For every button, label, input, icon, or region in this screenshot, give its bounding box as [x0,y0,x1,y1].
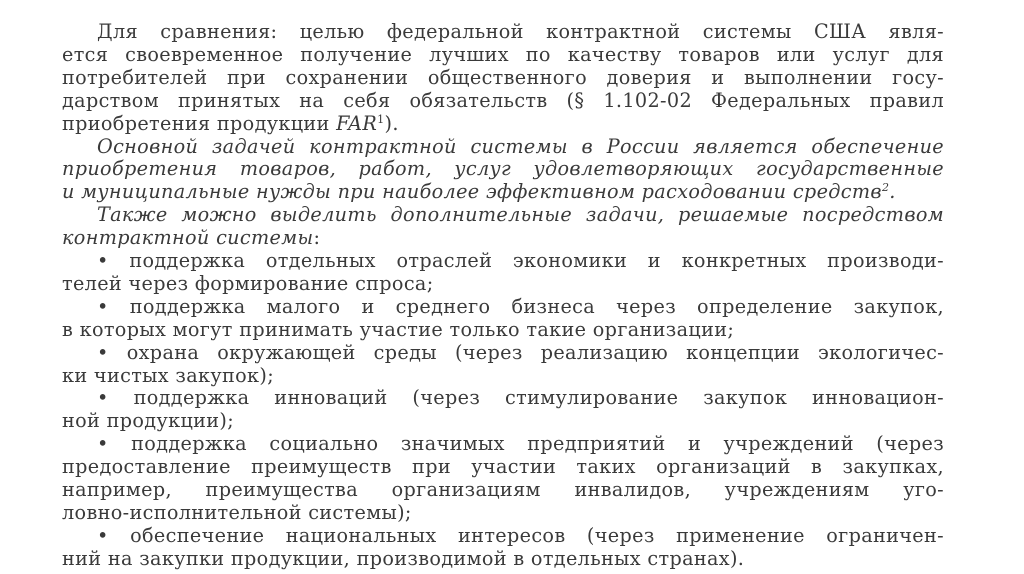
bullet-5-line-4: ловно-исполнительной системы); [62,500,412,524]
bullet-5-line-3: например, преимущества организациям инвалидов, учреждениям уго- [62,478,944,501]
paragraph-tasks-line-2-text: контрактной системы [62,226,314,250]
bullet-3-line-2: ки чистых закупок); [62,363,275,387]
bullet-4-text: поддержка инноваций (через стимулирование закупок инновацион- [133,386,945,410]
paragraph-tasks-line-1: Также можно выделить дополнительные задачи, решаемые посредством [97,203,944,227]
bullet-4-line-1 [97,386,945,410]
bullet-6-line-1 [97,523,944,547]
bullet-marker: • [97,340,109,364]
paragraph-russia-line-3 [62,180,896,204]
paragraph-usa-line-1: Для сравнения: целью федеральной контрактной системы США явля- [97,20,944,43]
bullet-1-text: поддержка отдельных отраслей экономики и конкретных производи- [129,249,944,272]
bullet-marker: • [97,432,109,456]
bullet-marker: • [97,249,109,272]
bullet-marker: • [97,294,109,318]
paragraph-tasks-colon: : [313,226,321,250]
paragraph-usa-line-3: потребителей при сохранении общественного доверия и выполнении госу- [62,65,944,89]
paragraph-russia-closing: . [889,180,896,204]
paragraph-russia-line-2: приобретения товаров, работ, услуг удовлетворяющих государственные [62,157,944,181]
paragraph-russia-line-1: Основной задачей контрактной системы в России является обеспечение [97,134,944,158]
paragraph-tasks-line-2 [62,226,321,250]
bullet-5-line-1 [97,432,945,456]
bullet-2-text: поддержка малого и среднего бизнеса через определение закупок, [129,294,945,318]
bullet-3-line-1 [97,340,945,364]
bullet-1-line-2: телей через формирование спроса; [62,271,434,295]
bullet-6-text: обеспечение национальных интересов (через применение ограничен- [130,523,944,547]
bullet-5-text: поддержка социально значимых предприятий и учреждений (через [131,432,945,456]
paragraph-usa-line-5-text: приобретения продукции [62,111,337,135]
bullet-marker: • [97,523,109,547]
bullet-2-line-1 [97,294,945,318]
paragraph-usa-closing: ). [384,111,399,135]
bullet-marker: • [97,386,109,410]
bullet-3-text: охрана окружающей среды (через реализацию концепции экологичес- [126,340,945,364]
paragraph-usa-line-2: ется своевременное получение лучших по качеству товаров или услуг для [62,42,944,66]
bullet-1-line-1 [97,251,944,270]
far-abbreviation: FAR [336,111,378,135]
bullet-5-line-2: предоставление преимуществ при участии таких организаций в закупках, [62,455,944,479]
footnote-2: 2 [881,181,890,195]
footnote-1: 1 [377,112,385,126]
paragraph-usa-line-5 [62,111,399,135]
bullet-2-line-2: в которых могут принимать участие только такие организации; [62,317,735,341]
bullet-4-line-2: ной продукции); [62,409,235,433]
paragraph-usa-line-4: дарством принятых на себя обязательств (§ 1.102-02 Федеральных правил [62,88,944,112]
bullet-6-line-2: ний на закупки продукции, производимой в отдельных странах). [62,546,745,570]
paragraph-russia-line-3-text: и муниципальные нужды при наиболее эффективном расходовании средств [62,180,882,204]
